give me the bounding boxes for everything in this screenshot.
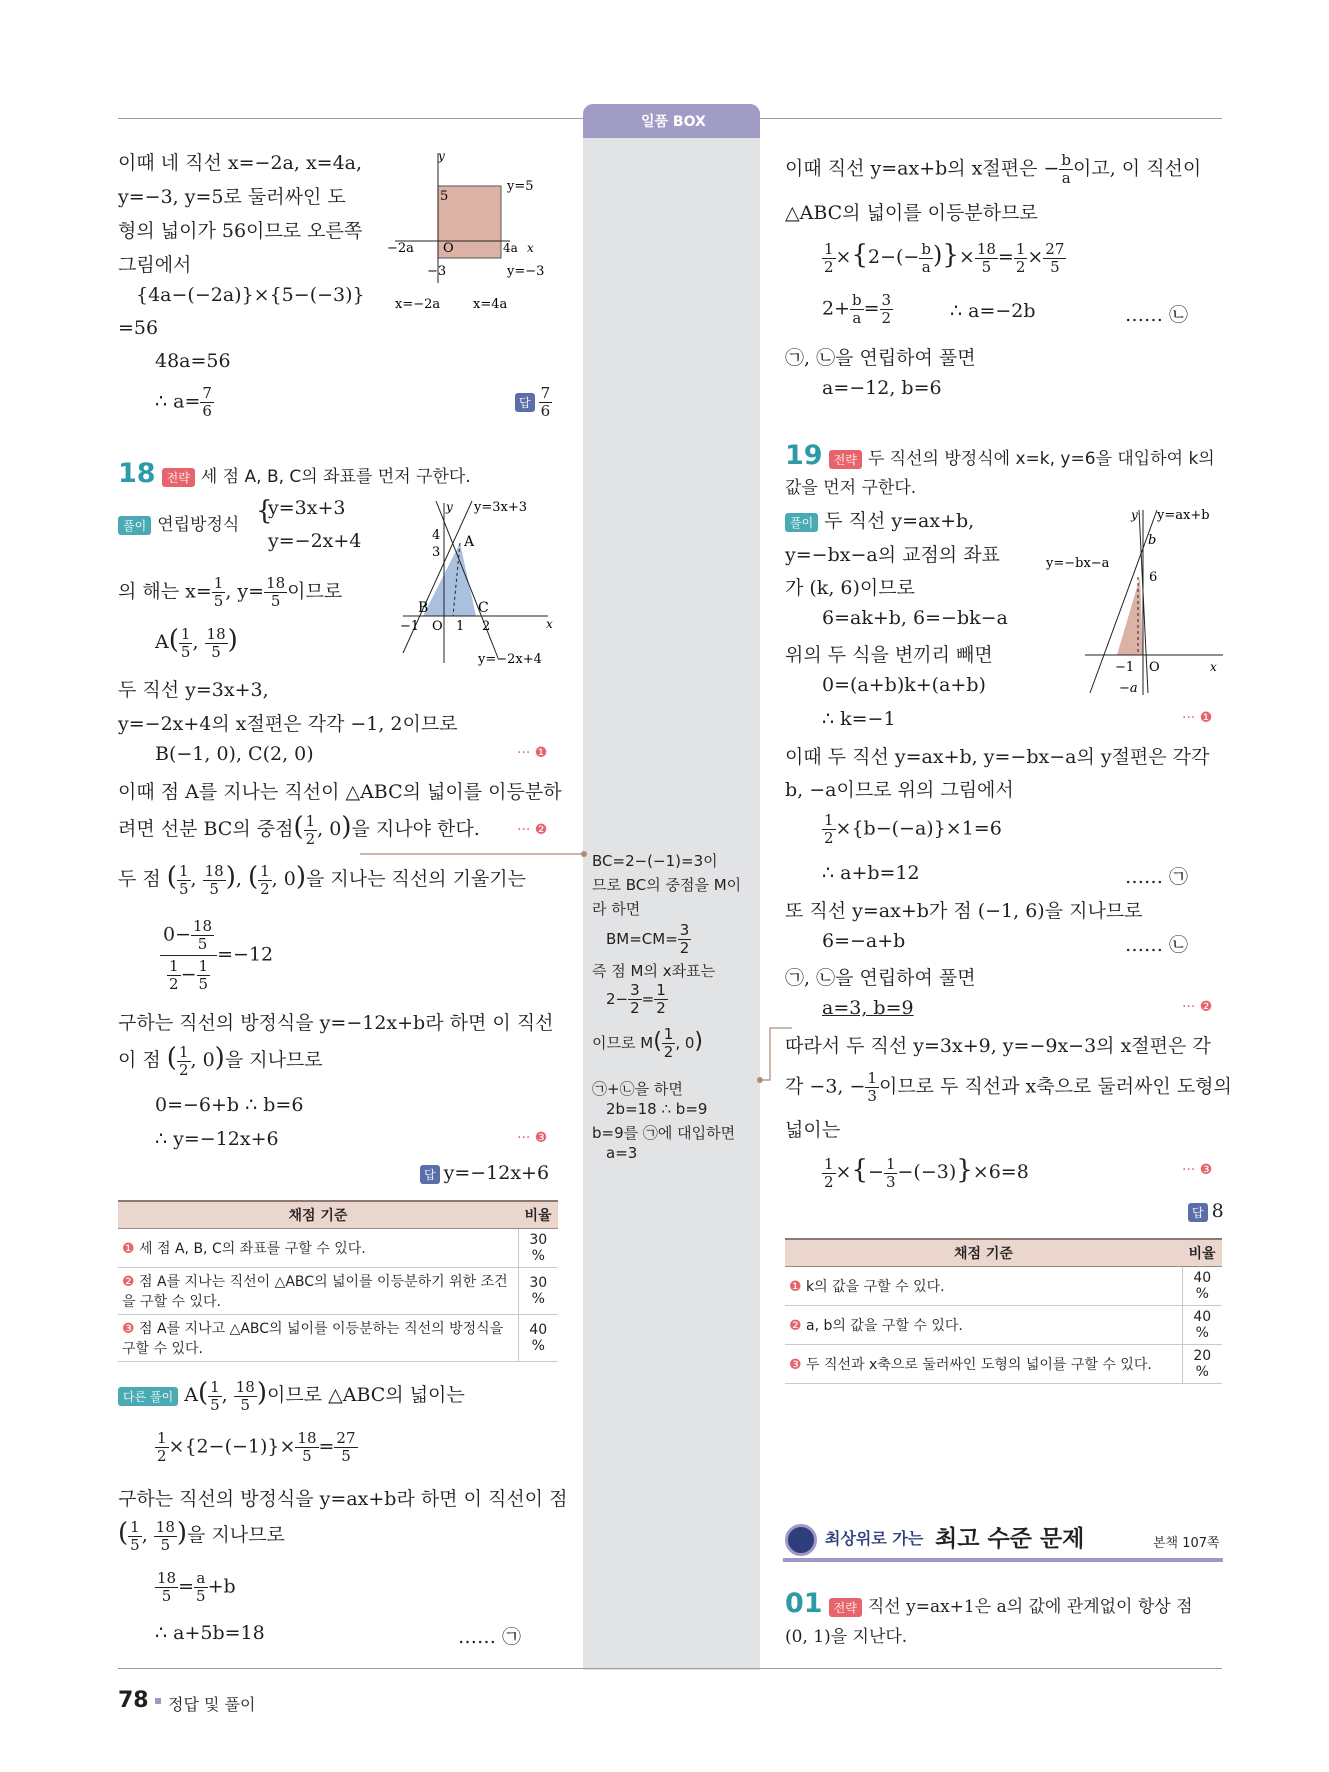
q18-brace: {	[256, 496, 273, 526]
q18-line5: 두 직선 y=3x+3,	[118, 679, 269, 701]
q18-other-line3: 구하는 직선의 방정식을 y=ax+b라 하면 이 직선이 점	[118, 1488, 568, 1510]
r-line4m: …… ㉡	[1125, 304, 1189, 326]
r-line5: ㉠, ㉡을 연립하여 풀면	[785, 347, 976, 369]
fig18-two: 2	[482, 619, 491, 634]
q19-line11: ∴ a+b=12	[822, 862, 920, 884]
r-line2: △ABC의 넓이를 이등분하므로	[785, 202, 1038, 224]
mid-line10: b=9를 ㉠에 대입하면	[592, 1124, 736, 1142]
fig19-six: 6	[1149, 570, 1158, 585]
p17-line5: {4a−(−2a)}×{5−(−3)}	[136, 284, 365, 306]
q19-line16: 따라서 두 직선 y=3x+9, y=−9x−3의 x절편은 각	[785, 1035, 1211, 1057]
fig18-m1: −1	[400, 619, 420, 634]
q19-line11m: …… ㉠	[1125, 866, 1189, 888]
fig19-b: b	[1148, 533, 1157, 548]
fig18-O: O	[432, 619, 443, 634]
q19-line14: ㉠, ㉡을 연립하여 풀면	[785, 967, 976, 989]
q18-line6: y=−2x+4의 x절편은 각각 −1, 2이므로	[118, 713, 458, 735]
q19-line8: 이때 두 직선 y=ax+b, y=−bx−a의 y절편은 각각	[785, 746, 1210, 768]
mid-line8: ㉠+㉡을 하면	[592, 1080, 683, 1098]
q19-strategy2: 값을 먼저 구한다.	[785, 478, 917, 498]
p17-line1: 이때 네 직선 x=−2a, x=4a,	[118, 152, 363, 174]
fig17-x4a: x=4a	[473, 297, 508, 312]
q19-line9: b, −a이므로 위의 그림에서	[785, 779, 1014, 801]
mid-line5: 즉 점 M의 x좌표는	[592, 962, 716, 980]
fig19-O: O	[1149, 660, 1160, 675]
q19-line3: 가 (k, 6)이므로	[785, 577, 915, 599]
mid-line4: BM=CM= $\frac{3}{2}$	[606, 921, 690, 957]
fig18-y: y	[446, 500, 453, 514]
table-row: ❶ 세 점 A, B, C의 좌표를 구할 수 있다. 30 %	[118, 1229, 558, 1268]
q19-line18: 넓이는	[785, 1119, 841, 1141]
fig17-y5: y=5	[507, 179, 534, 194]
fig17-m2a: −2a	[387, 241, 414, 256]
q18-line12: 구하는 직선의 방정식을 y=−12x+b라 하면 이 직선	[118, 1012, 554, 1034]
section-bullet-icon	[785, 1524, 817, 1556]
q18-grading-h2: 비율	[518, 1201, 558, 1229]
fig18-x: x	[546, 617, 553, 631]
r-line4: 2+ $\frac{b}{a}$ = $\frac{3}{2}$	[822, 291, 892, 327]
q18-grading-table	[118, 1200, 558, 1362]
q19-mark3: ··· ❸	[1182, 1162, 1213, 1178]
fig18-three: 3	[432, 545, 441, 560]
p17-answer: 답 $\frac{7}{6}$	[515, 385, 552, 420]
mid-line3: 라 하면	[592, 900, 641, 918]
q18-line13: 이 점 ( $\frac{1}{2}$ , 0)을 지나므로	[118, 1042, 323, 1079]
fig17-ym3: y=−3	[507, 264, 545, 279]
connector-lines	[360, 840, 800, 1100]
section-ref: 본책 107쪽	[1153, 1536, 1220, 1551]
fig18-l2: y=−2x+4	[478, 652, 542, 667]
fig18-four: 4	[432, 528, 441, 543]
q19-answer: 답 8	[1188, 1200, 1224, 1222]
q18-other-mark: …… ㉠	[458, 1626, 522, 1648]
q18-grading-h1: 채점 기준	[118, 1201, 518, 1229]
q18-mark1: ··· ❶	[517, 745, 548, 761]
q18-mark2: ··· ❷	[517, 822, 548, 838]
mid-line2: 므로 BC의 중점을 M이	[592, 876, 742, 894]
q01-line2: (0, 1)을 지난다.	[785, 1627, 908, 1647]
table-row: ❷ a, b의 값을 구할 수 있다. 40 %	[785, 1306, 1222, 1345]
q18-line7: B(−1, 0), C(2, 0)	[155, 743, 314, 765]
q19-line4: 6=ak+b, 6=−bk−a	[822, 607, 1008, 629]
q18-pointA: A( $\frac{1}{5}$ , $\frac{18}{5}$ )	[155, 624, 238, 661]
fig19-l1: y=ax+b	[1157, 508, 1210, 523]
fig19-graph	[1045, 505, 1223, 700]
q18-number: 18	[118, 458, 156, 489]
fig17-o: O	[443, 241, 454, 256]
r-line4c: ∴ a=−2b	[950, 300, 1036, 322]
p17-line3: 형의 넓이가 56이므로 오른쪽	[118, 220, 363, 242]
q18-line15: ∴ y=−12x+6	[155, 1128, 279, 1150]
q01-header: 01 전략 직선 y=ax+1은 a의 값에 관계없이 항상 점	[785, 1588, 1193, 1619]
q19-grading-h2: 비율	[1182, 1239, 1222, 1267]
r-line6: a=−12, b=6	[822, 377, 942, 399]
fig18-triangle	[423, 543, 476, 616]
q18-other-line2: $\frac{1}{2}$ ×{2−(−1)}× $\frac{18}{5}$ = $\frac{27}{5}$	[157, 1429, 356, 1465]
fig17-square-graph	[385, 148, 560, 318]
q18-other-line6: ∴ a+5b=18	[155, 1622, 265, 1644]
fig17-y: y	[438, 149, 445, 163]
q19-line10: $\frac{1}{2}$ ×{b−(−a)}×1=6	[824, 811, 1002, 847]
fig19-l2: y=−bx−a	[1046, 556, 1110, 571]
q18-eq1: y=3x+3	[268, 497, 346, 519]
mid-line9: 2b=18 ∴ b=9	[606, 1100, 708, 1118]
box-label: 일품 BOX	[641, 114, 706, 130]
q19-strategy1: 두 직선의 방정식에 x=k, y=6을 대입하여 k의	[867, 449, 1215, 469]
fig18-C: C	[478, 600, 489, 616]
q18-line14: 0=−6+b ∴ b=6	[155, 1094, 304, 1116]
page-number: 78	[118, 1688, 149, 1713]
fig18-A: A	[464, 534, 475, 550]
q19-line17: 각 −3, − $\frac{1}{3}$ 이므로 두 직선과 x축으로 둘러싸인 도형의	[785, 1069, 1232, 1105]
q19-number: 19	[785, 440, 823, 471]
q18-other-line4: ( $\frac{1}{5}$ , $\frac{18}{5}$ )을 지나므로	[118, 1517, 285, 1554]
q19-header: 19 전략 두 직선의 방정식에 x=k, y=6을 대입하여 k의	[785, 440, 1215, 471]
q19-line13m: …… ㉡	[1125, 934, 1189, 956]
q19-line5: 위의 두 식을 변끼리 빼면	[785, 644, 993, 666]
p17-line6: =56	[118, 317, 159, 339]
table-row: ❶ k의 값을 구할 수 있다. 40 %	[785, 1267, 1222, 1306]
q19-line15: a=3, b=9	[822, 997, 914, 1019]
r-line1: 이때 직선 y=ax+b의 x절편은 − $\frac{b}{a}$ 이고, 이 직선이	[785, 151, 1202, 187]
table-row: ❸ 점 A를 지나고 △ABC의 넓이를 이등분하는 직선의 방정식을 구할 수 있다. 40 %	[118, 1315, 558, 1362]
q18-line9: 려면 선분 BC의 중점( $\frac{1}{2}$ , 0)을 지나야 한다.	[118, 811, 480, 848]
q18-other-line1: 다른 풀이 A( $\frac{1}{5}$ , $\frac{18}{5}$ )이므로 △ABC의 넓이는	[118, 1378, 465, 1414]
q19-grading-table	[785, 1238, 1222, 1384]
mid-line6: 2− $\frac{3}{2}$ = $\frac{1}{2}$	[606, 981, 666, 1017]
box-tab	[583, 104, 760, 138]
q18-slope: 0− $\frac{18}{5}$ $\frac{1}{2}$ − $\frac{1}{5}$ =−12	[160, 918, 273, 993]
p17-line8: ∴ a= $\frac{7}{6}$	[155, 384, 212, 420]
footer-label: 정답 및 풀이	[168, 1695, 256, 1714]
fig17-4a: 4a	[503, 241, 518, 255]
p17-line4: 그림에서	[118, 254, 192, 276]
fig17-xm2a: x=−2a	[395, 297, 441, 312]
fig19-shaded	[1117, 577, 1143, 655]
fig18-B: B	[418, 600, 429, 616]
fig17-x: x	[527, 241, 534, 255]
fig18-l1: y=3x+3	[474, 500, 528, 515]
section-header	[783, 1520, 1223, 1562]
q19-mark1: ··· ❶	[1182, 710, 1213, 726]
q18-answer: 답 y=−12x+6	[420, 1162, 549, 1184]
q18-mark3: ··· ❸	[517, 1130, 548, 1146]
q18-strategy-tag: 전략	[162, 468, 195, 487]
q19-line12: 또 직선 y=ax+b가 점 (−1, 6)을 지나므로	[785, 900, 1143, 922]
r-line3: $\frac{1}{2}$ ×{2−(− $\frac{b}{a}$ )}× $\frac{18}{5}$ = $\frac{1}{2}$ × $\frac{27}{5}$	[824, 239, 1065, 276]
fig17-five: 5	[440, 189, 449, 204]
q19-line2: y=−bx−a의 교점의 좌표	[785, 544, 1000, 566]
q19-line19: $\frac{1}{2}$ ×{− $\frac{1}{3}$ −(−3)}×6=8	[824, 1154, 1029, 1191]
section-pre: 최상위로 가는	[825, 1529, 924, 1548]
q18-line3: 의 해는 x= $\frac{1}{5}$ , y= $\frac{18}{5}$ 이므로	[118, 574, 343, 610]
fig19-x: x	[1210, 660, 1217, 674]
footer-bullet-icon	[155, 1698, 161, 1704]
q19-mark2: ··· ❷	[1182, 999, 1213, 1015]
q19-line6: 0=(a+b)k+(a+b)	[822, 674, 986, 696]
fig19-y: y	[1131, 508, 1138, 522]
p17-line2: y=−3, y=5로 둘러싸인 도	[118, 186, 346, 208]
table-row: ❷ 점 A를 지나는 직선이 △ABC의 넓이를 이등분하기 위한 조건을 구할 수 있다. 30 %	[118, 1268, 558, 1315]
q19-grading-h1: 채점 기준	[785, 1239, 1182, 1267]
mid-line1: BC=2−(−1)=3이	[592, 852, 718, 870]
fig19-ma: −a	[1119, 681, 1138, 696]
q18-system: 풀이 연립방정식	[118, 510, 239, 535]
fig18-triangle-graph	[398, 498, 558, 668]
q19-line7: ∴ k=−1	[822, 708, 896, 730]
q18-line8: 이때 점 A를 지나는 직선이 △ABC의 넓이를 이등분하	[118, 781, 562, 803]
q18-eq2: y=−2x+4	[268, 530, 362, 552]
q18-header	[118, 458, 471, 489]
q19-line13: 6=−a+b	[822, 930, 906, 952]
table-row: ❸ 두 직선과 x축으로 둘러싸인 도형의 넓이를 구할 수 있다. 20 %	[785, 1345, 1222, 1384]
fig18-one: 1	[456, 619, 465, 634]
p17-line7: 48a=56	[155, 350, 231, 372]
mid-line7: 이므로 M( $\frac{1}{2}$ , 0)	[592, 1025, 704, 1061]
fig17-m3: −3	[427, 264, 447, 279]
q18-strategy: 세 점 A, B, C의 좌표를 먼저 구한다.	[200, 467, 471, 487]
fig19-m1: −1	[1115, 660, 1135, 675]
section-title: 최고 수준 문제	[935, 1526, 1085, 1552]
q18-line10: 두 점 ( $\frac{1}{5}$ , $\frac{18}{5}$ ), ( $\frac{1}{2}$ , 0)을 지나는 직선의 기울기는	[118, 861, 526, 898]
q18-other-line5: $\frac{18}{5}$ = $\frac{a}{5}$ +b	[157, 1569, 236, 1605]
mid-line11: a=3	[606, 1144, 638, 1162]
q19-line1: 풀이 두 직선 y=ax+b,	[785, 506, 974, 533]
